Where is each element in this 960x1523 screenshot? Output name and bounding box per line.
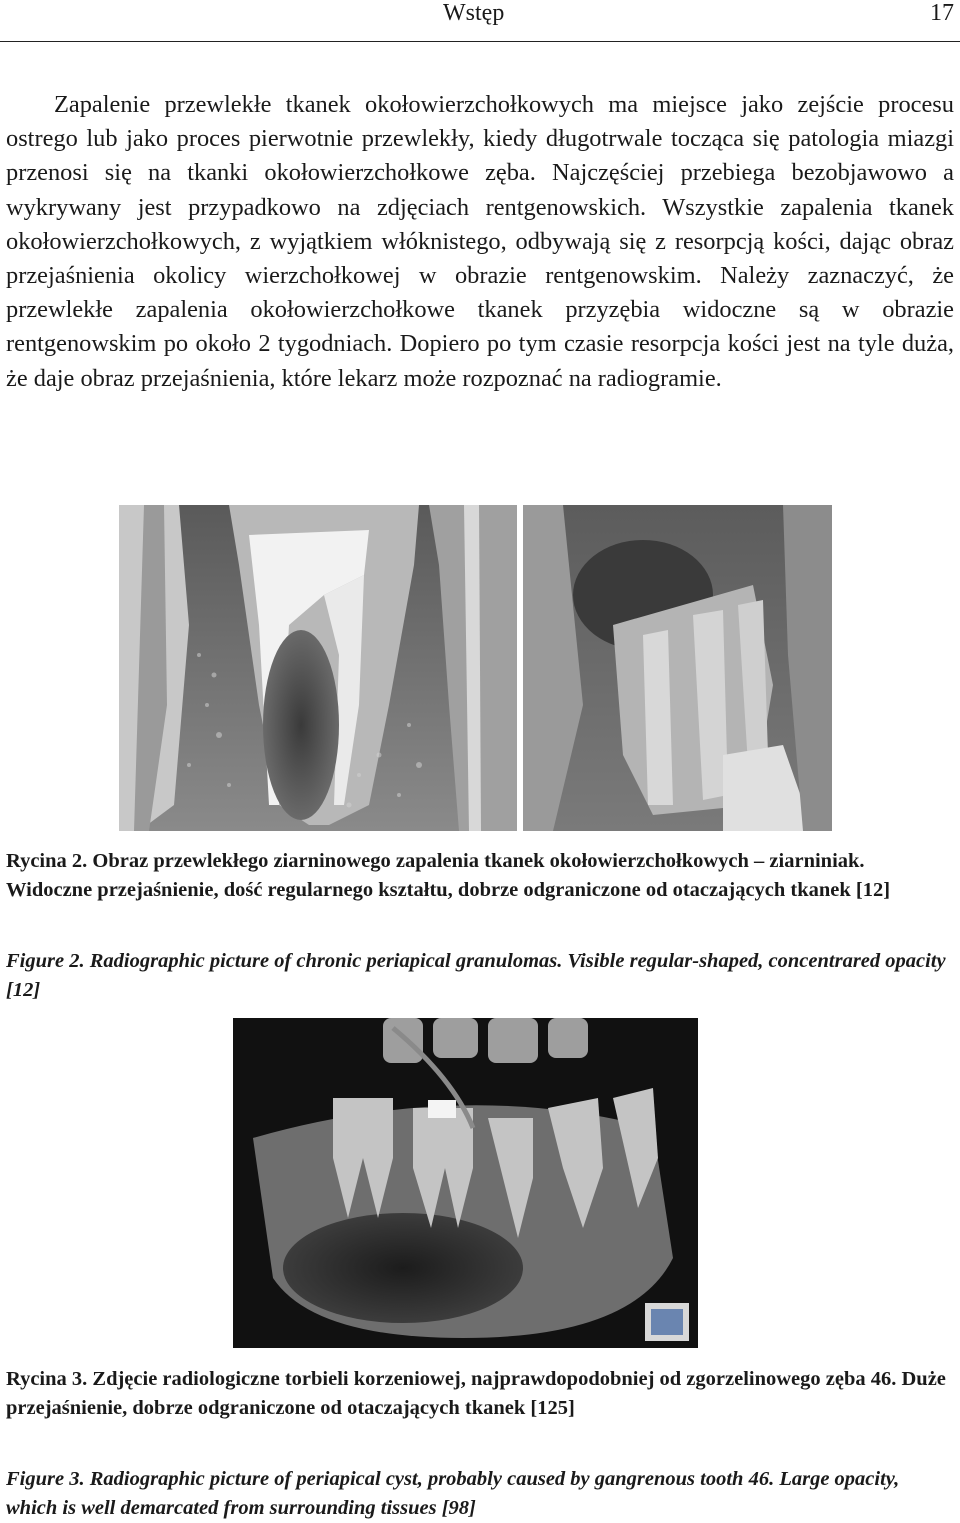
figure3-caption-pl [6,1365,954,1423]
header-title: Wstęp [443,0,505,26]
page-number: 17 [930,0,954,26]
figure2-radiograph-right [523,505,832,831]
figure2-caption-en-text: Figure 2. Radiographic picture of chronic periapical granulomas. Visible regular-shaped, concentrared opacity [12] [6,950,946,1001]
body-paragraph: Zapalenie przewlekłe tkanek okołowierzchołkowych ma miejsce jako zejście procesu ostrego lub jako proces pierwotnie przewlekły, kiedy długotrwale tocząca się patologia miazgi przenosi się na tkanki okołowierzchołkowe zęba. Najczęściej przebiega bezobjawowo a wykrywany jest przypadkowo na zdjęciach rentgenowskich. Wszystkie zapalenia tkanek okołowierzchołkowych, z wyjątkiem włóknistego, odbywają się z resorpcją kości, dając obraz przejaśnienia okolicy wierzchołkowej w obrazie rentgenowskim. Należy zaznaczyć, że przewlekłe zapalenia okołowierzchołkowe tkanek przyzębia widoczne są w obrazie rentgenowskim po około 2 tygodniach. Dopiero po tym czasie resorpcja kości jest na tyle duża, że daje obraz przejaśnienia, które lekarz może rozpoznać na radiogramie. [6,91,954,392]
running-header [0,0,960,42]
figure2-caption-en [6,947,954,1005]
figure2-right-image [523,505,832,831]
body-text [6,88,954,396]
figure2-caption-pl-text: Rycina 2. Obraz przewlekłego ziarninowego zapalenia tkanek okołowierzchołkowych – ziarniniak. Widoczne przejaśnienie, dość regularnego kształtu, dobrze odgraniczone od otaczających tkanek [12] [6,850,891,901]
figure3-radiograph [233,1018,698,1348]
figure2-caption-pl [6,847,954,905]
figure3-caption-en [6,1465,954,1523]
figure3-caption-en-text: Figure 3. Radiographic picture of periapical cyst, probably caused by gangrenous tooth 46. Large opacity, which is well demarcated from surrounding tissues [98] [6,1468,900,1519]
header-rule [0,41,960,42]
figure3-caption-pl-text: Rycina 3. Zdjęcie radiologiczne torbieli korzeniowej, najprawdopodobniej od zgorzelinowego zęba 46. Duże przejaśnienie, dobrze odgraniczone od otaczających tkanek [125] [6,1368,946,1419]
figure3-image [233,1018,698,1348]
figure2-radiograph-left [119,505,517,831]
figure2-left-image [119,505,517,831]
